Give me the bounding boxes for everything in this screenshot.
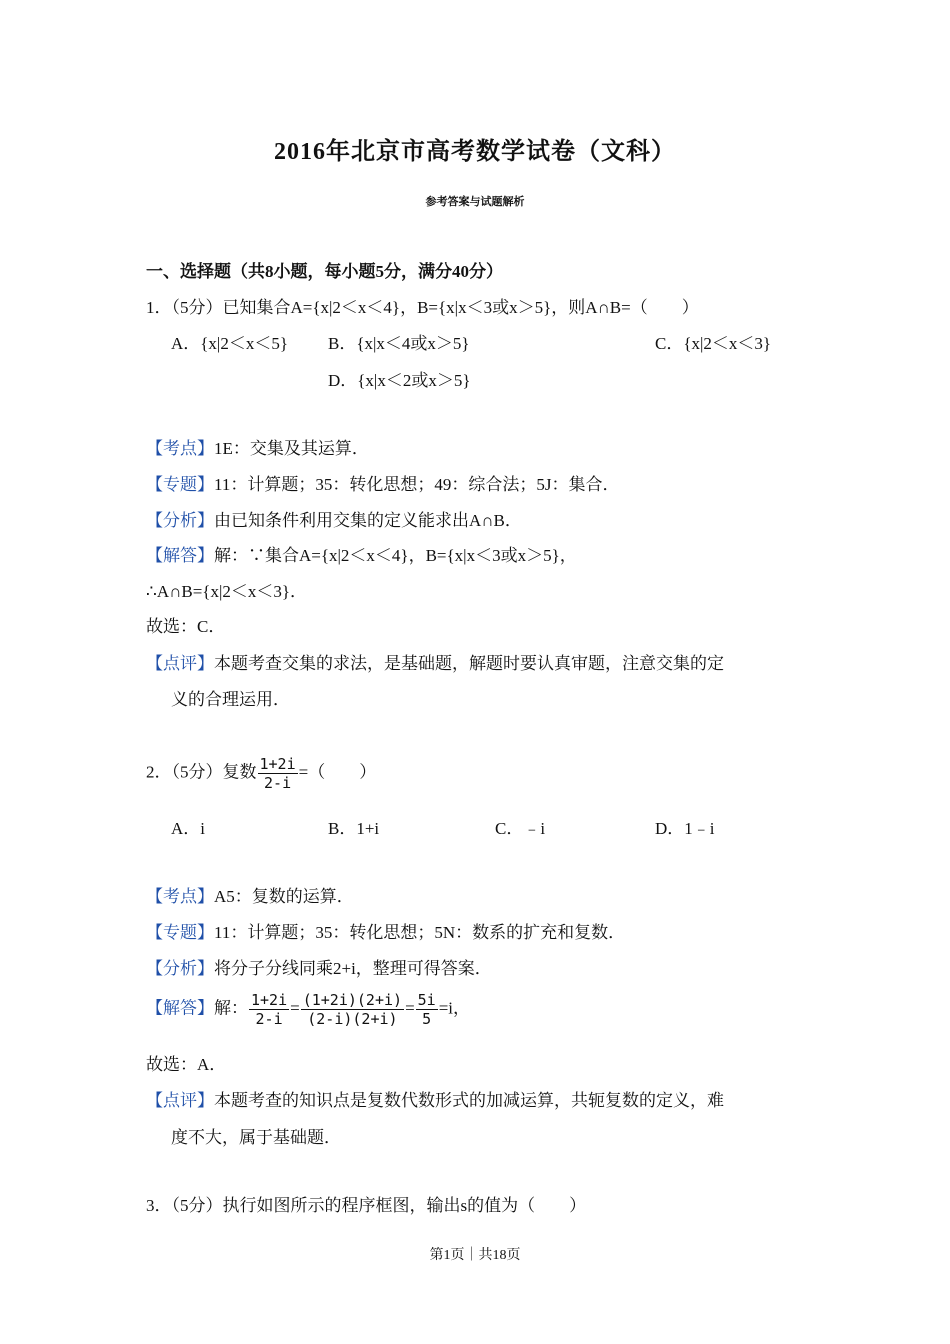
q2-jieda-fraction-1 xyxy=(249,991,289,1028)
fenxi-label: 【分析】 xyxy=(146,959,214,978)
question-1-option-c: C．{x|2＜x＜3} xyxy=(655,334,772,353)
q1-dianping-row xyxy=(146,649,724,674)
question-2-option-d: D．1﹣i xyxy=(655,819,715,838)
q1-fenxi-text: 由已知条件利用交集的定义能求出A∩B． xyxy=(214,511,522,530)
q2-jieda-fraction-3 xyxy=(416,991,438,1028)
fraction-denominator: (2-i)(2+i) xyxy=(307,1010,398,1028)
question-2-option-b: B．1+i xyxy=(328,819,380,838)
q1-jieda-line1: 解：∵集合A={x|2＜x＜4}，B={x|x＜3或x＞5}， xyxy=(214,546,577,565)
q2-dianping-line1: 本题考查的知识点是复数代数形式的加减运算，共轭复数的定义，难 xyxy=(214,1091,724,1110)
question-1-option-b: B．{x|x＜4或x＞5} xyxy=(328,334,470,353)
q1-dianping-line1: 本题考查交集的求法，是基础题，解题时要认真审题，注意交集的定 xyxy=(214,654,724,673)
q2-zhuanti-text: 11：计算题；35：转化思想；5N：数系的扩充和复数． xyxy=(214,923,626,942)
q1-dianping-line2: 义的合理运用． xyxy=(171,690,290,709)
q2-zhuanti-row xyxy=(146,918,625,943)
q1-kaodian-text: 1E：交集及其运算． xyxy=(214,439,369,458)
q2-choice: 故选：A． xyxy=(146,1055,227,1074)
question-1-stem: 1．（5分）已知集合A={x|2＜x＜4}，B={x|x＜3或x＞5}，则A∩B=（ ） xyxy=(146,298,699,317)
equals-sign: = xyxy=(405,998,415,1018)
q2-jieda-suffix: =i， xyxy=(438,998,471,1018)
page-subtitle: 参考答案与试题解析 xyxy=(425,196,525,208)
question-1-option-d: D．{x|x＜2或x＞5} xyxy=(328,371,471,390)
q2-jieda-row xyxy=(146,991,470,1028)
kaodian-label: 【考点】 xyxy=(146,439,214,458)
q2-fenxi-row xyxy=(146,954,492,979)
fenxi-label: 【分析】 xyxy=(146,511,214,530)
page-footer: 第1页｜共18页 xyxy=(429,1248,521,1263)
page-title: 2016年北京市高考数学试卷（文科） xyxy=(274,139,676,165)
section-heading: 一、选择题（共8小题，每小题5分，满分40分） xyxy=(146,262,503,281)
q1-jieda-row xyxy=(146,541,577,566)
jieda-label: 【解答】 xyxy=(146,546,214,565)
q2-jieda-prefix: 解： xyxy=(214,998,248,1018)
fraction-denominator: 5 xyxy=(422,1010,432,1028)
question-1-option-a: A．{x|2＜x＜5} xyxy=(171,334,288,353)
q2-dianping-row xyxy=(146,1086,724,1111)
dianping-label: 【点评】 xyxy=(146,1091,214,1110)
question-2-stem xyxy=(146,755,376,792)
equals-sign: = xyxy=(290,998,300,1018)
q2-kaodian-text: A5：复数的运算． xyxy=(214,887,354,906)
fraction-numerator: (1+2i)(2+i) xyxy=(302,991,403,1009)
jieda-label: 【解答】 xyxy=(146,998,214,1018)
q1-kaodian-row xyxy=(146,434,369,459)
fraction-numerator: 5i xyxy=(417,991,436,1009)
fraction-denominator: 2-i xyxy=(264,774,292,792)
q1-choice: 故选：C． xyxy=(146,617,226,636)
fraction-denominator: 2-i xyxy=(255,1010,283,1028)
zhuanti-label: 【专题】 xyxy=(146,475,214,494)
q1-fenxi-row xyxy=(146,506,522,531)
question-3-stem: 3．（5分）执行如图所示的程序框图，输出s的值为（ ） xyxy=(146,1196,587,1215)
zhuanti-label: 【专题】 xyxy=(146,923,214,942)
fraction-numerator: 1+2i xyxy=(259,755,296,773)
fraction-numerator: 1+2i xyxy=(251,991,288,1009)
q2-stem-suffix: =（ ） xyxy=(298,762,377,782)
q2-stem-fraction xyxy=(258,755,298,792)
q2-jieda-fraction-2 xyxy=(301,991,404,1028)
kaodian-label: 【考点】 xyxy=(146,887,214,906)
q2-fenxi-text: 将分子分线同乘2+i，整理可得答案． xyxy=(214,959,492,978)
question-2-option-c: C．﹣i xyxy=(495,819,546,838)
q1-zhuanti-row xyxy=(146,470,619,495)
q2-stem-prefix: 2．（5分）复数 xyxy=(146,762,257,782)
q2-dianping-line2: 度不大，属于基础题． xyxy=(171,1128,341,1147)
q2-kaodian-row xyxy=(146,882,354,907)
dianping-label: 【点评】 xyxy=(146,654,214,673)
question-2-option-a: A．i xyxy=(171,819,205,838)
q1-zhuanti-text: 11：计算题；35：转化思想；49：综合法；5J：集合． xyxy=(214,475,620,494)
q1-jieda-line2: ∴A∩B={x|2＜x＜3}． xyxy=(146,582,308,601)
